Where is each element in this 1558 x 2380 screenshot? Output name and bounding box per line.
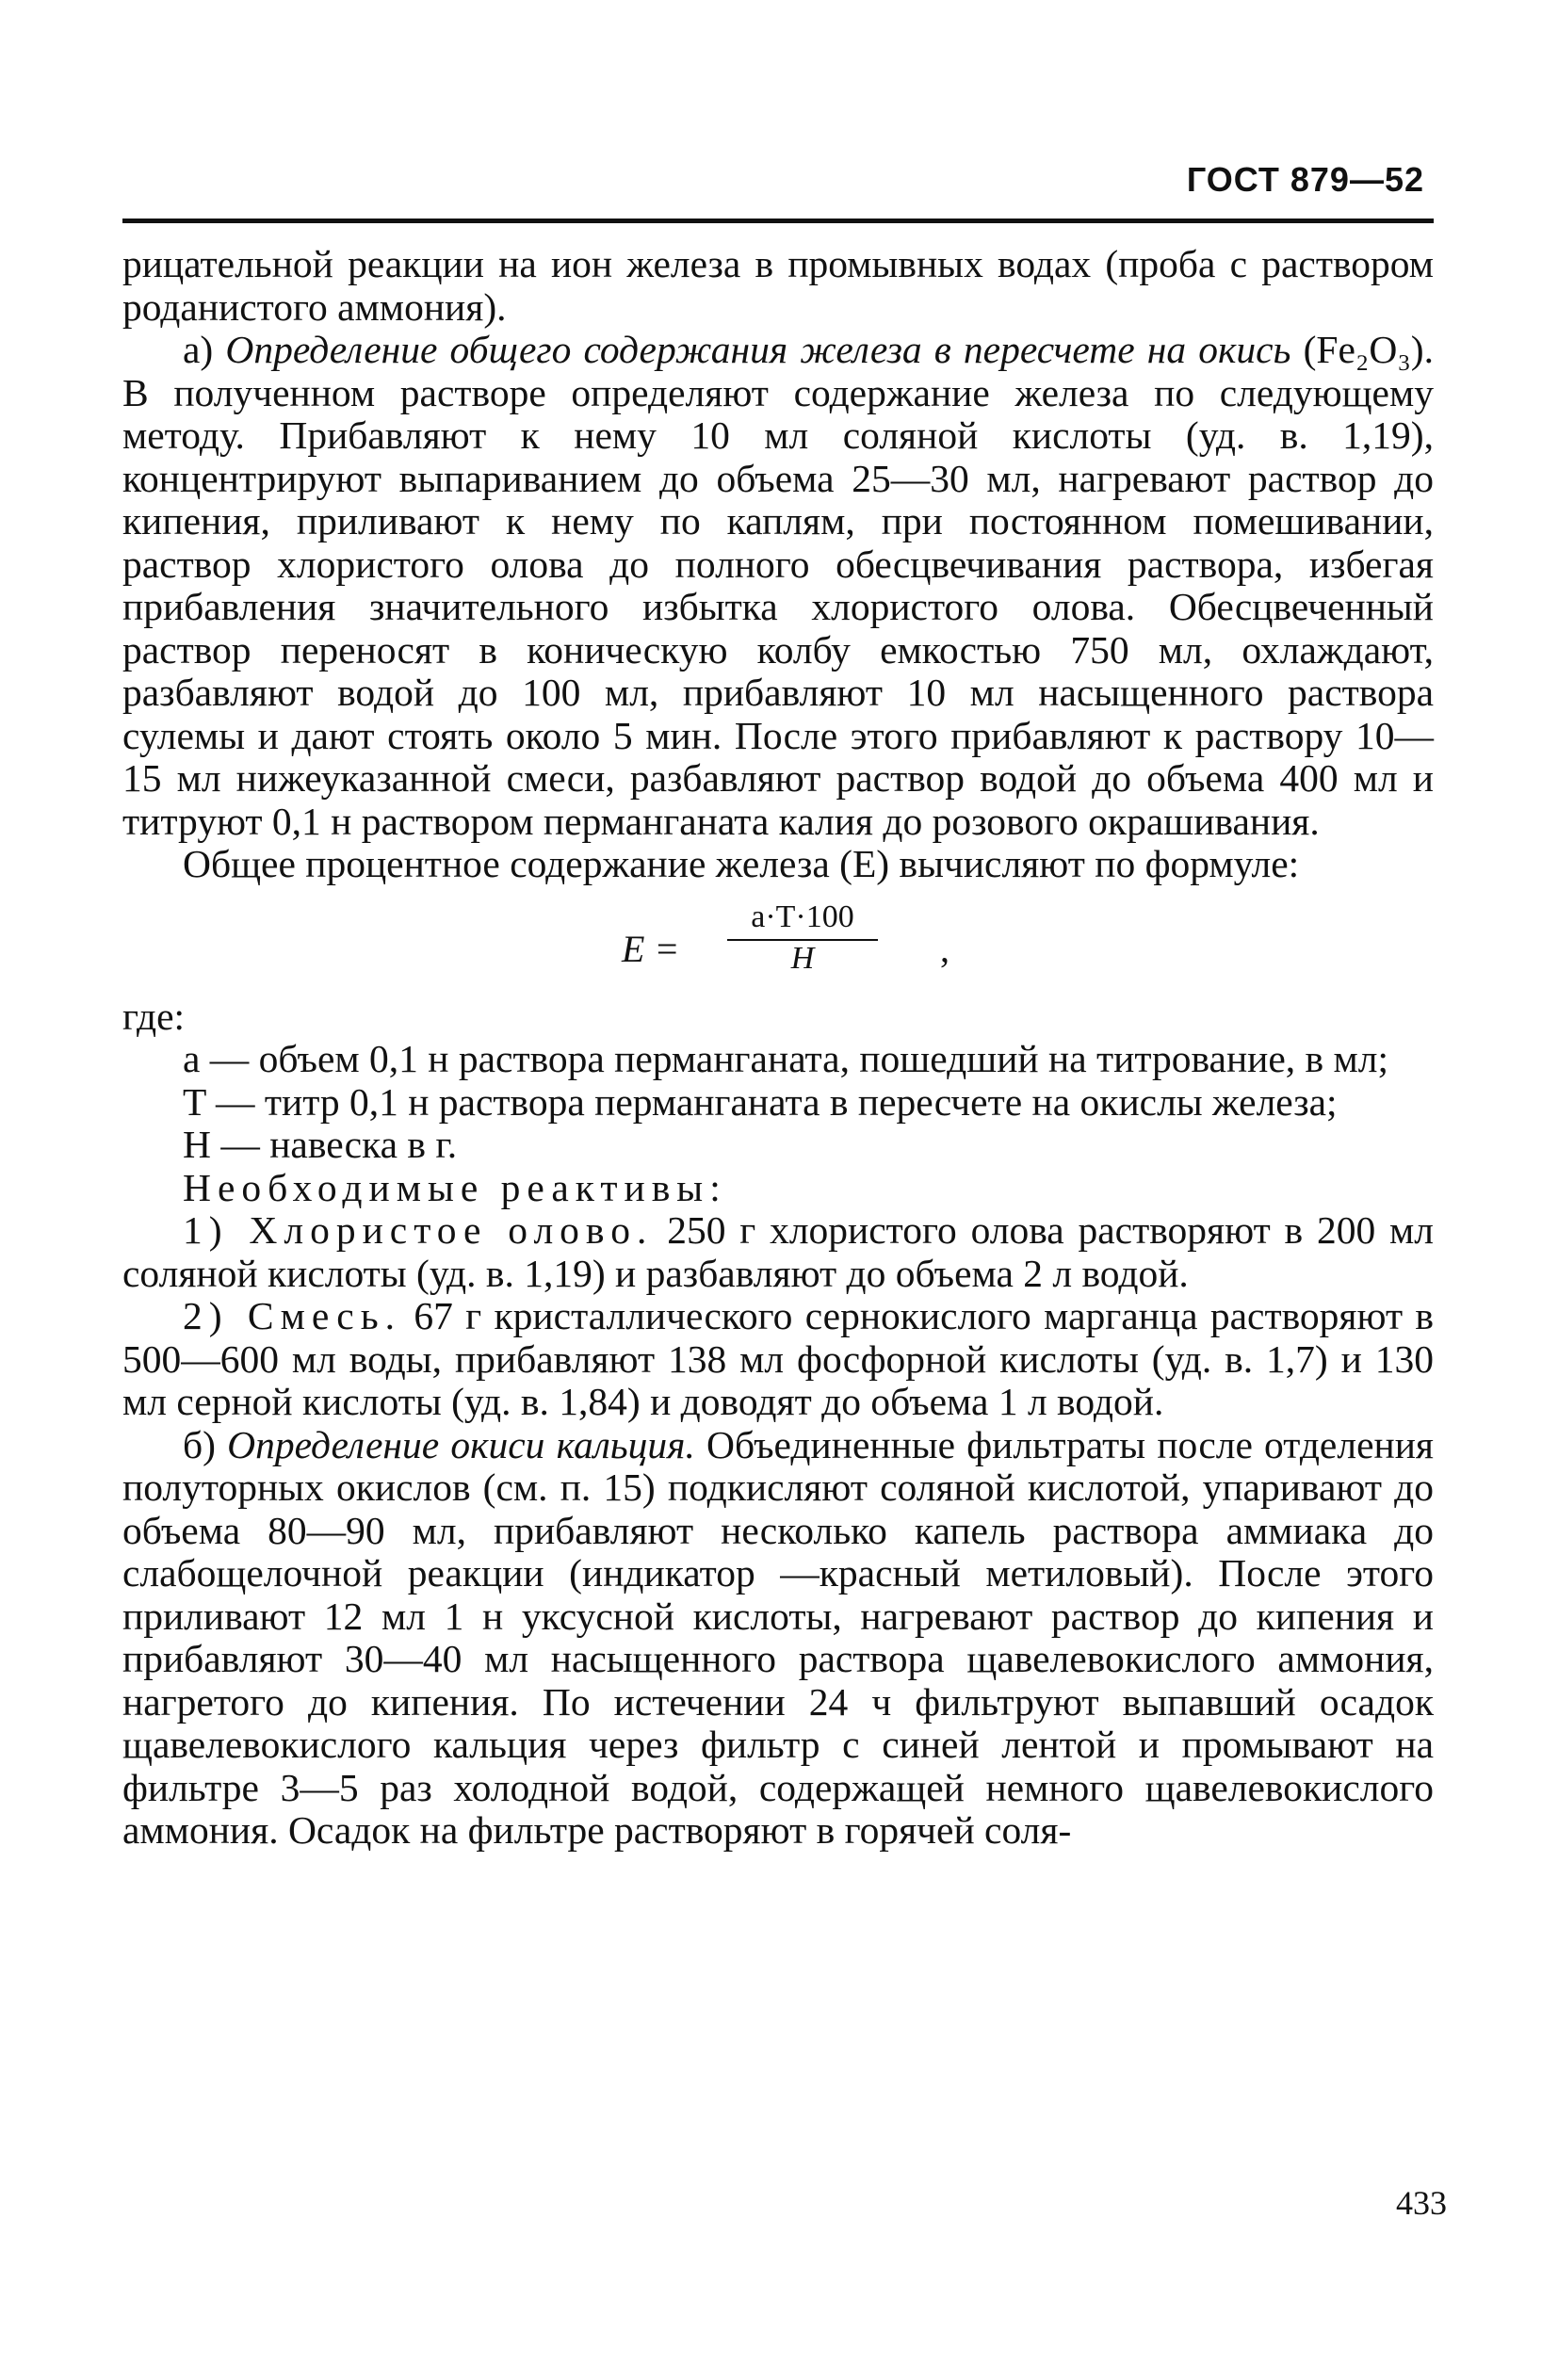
formula-fraction bbox=[680, 899, 925, 977]
item-label: а) bbox=[183, 328, 226, 371]
formula-intro: Общее процентное содержание железа (E) вычисляют по формуле: bbox=[183, 842, 1300, 885]
formula-denominator: H bbox=[790, 940, 815, 976]
definition-a: a — объем 0,1 н раствора перманганата, пошедший на титрование, в мл; bbox=[183, 1037, 1389, 1080]
paragraph-calcium-determination bbox=[122, 1424, 1434, 1853]
formula bbox=[122, 886, 1434, 996]
reagent-1-text: 250 г хлористого олова растворяют в 200 мл соляной кислоты (уд. в. 1,19) и разбавляют до объема 2 л водой. bbox=[122, 1208, 1434, 1295]
reagent-1 bbox=[122, 1209, 1434, 1295]
paragraph-iron-determination bbox=[122, 329, 1434, 843]
body-text bbox=[122, 243, 1434, 1853]
section-title: Определение окиси кальция. bbox=[227, 1422, 695, 1466]
reagent-2 bbox=[122, 1295, 1434, 1424]
reagent-2-text: 67 г кристаллического сернокислого марганца растворяют в 500—600 мл воды, прибавляют 138 мл фосфорной кислоты (уд. в. 1,7) и 130 мл серной кислоты (уд. в. 1,84) и доводят до объема 1 л водой. bbox=[122, 1294, 1434, 1423]
formula-numerator: a·T·100 bbox=[751, 899, 854, 934]
paragraph-continued: рицательной реакции на ион железа в промывных водах (проба с раствором роданистого аммония). bbox=[122, 242, 1434, 329]
paragraph-text: (Fe₂O₃). В полученном растворе определяют содержание железа по следующему методу. Прибавляют к нему 10 мл соляной кислоты (уд. в. 1,19), концентрируют выпариванием до объема 25—30 мл, нагревают раствор до кипения, приливают к нему по каплям, при постоянном помешивании, раствор хлористого олова до полного обесцвечивания раствора, избегая прибавления значительного избытка хлористого олова. Обесцвеченный раствор переносят в коническую колбу емкостью 750 мл, охлаждают, разбавляют водой до 100 мл, прибавляют 10 мл насыщенного раствора сулемы и дают стоять около 5 мин. После этого прибавляют к раствору 10—15 мл нижеуказанной смеси, разбавляют раствор водой до объема 400 мл и титруют 0,1 н раствором перманганата калия до розового окрашивания. bbox=[122, 328, 1435, 843]
paragraph-text: Объединенные фильтраты после отделения полуторных окислов (см. п. 15) подкисляют соляной кислотой, упаривают до объема 80—90 мл, прибавляют несколько капель раствора аммиака до слабощелочной реакции (индикатор —красный метиловый). После этого приливают 12 мл 1 н уксусной кислоты, нагревают раствор до кипения и прибавляют 30—40 мл насыщенного раствора щавелевокислого аммония, нагретого до кипения. По истечении 24 ч фильтруют выпавший осадок щавелевокислого кальция через фильтр с синей лентой и промывают на фильтре 3—5 раз холодной водой, содержащей немного щавелевокислого аммония. Осадок на фильтре растворяют в горячей соля- bbox=[122, 1422, 1434, 1852]
definition-h: H — навеска в г. bbox=[183, 1123, 458, 1166]
header-rule bbox=[122, 219, 1434, 223]
reagents-heading: Необходимые реактивы: bbox=[183, 1165, 727, 1209]
formula-lhs: E = bbox=[622, 927, 680, 970]
reagent-1-label: 1) Хлористое олово. bbox=[183, 1208, 654, 1252]
where-label: где: bbox=[122, 994, 186, 1038]
formula-suffix: , bbox=[940, 927, 949, 970]
definition-t: T — титр 0,1 н раствора перманганата в пересчете на окислы железа; bbox=[183, 1079, 1338, 1124]
item-label: б) bbox=[183, 1422, 228, 1466]
standard-header: ГОСТ 879—52 bbox=[1186, 160, 1424, 199]
section-title: Определение общего содержания железа в пересчете на окись bbox=[225, 328, 1291, 371]
reagent-2-label: 2) Смесь. bbox=[183, 1294, 402, 1337]
page-number: 433 bbox=[1396, 2184, 1447, 2222]
